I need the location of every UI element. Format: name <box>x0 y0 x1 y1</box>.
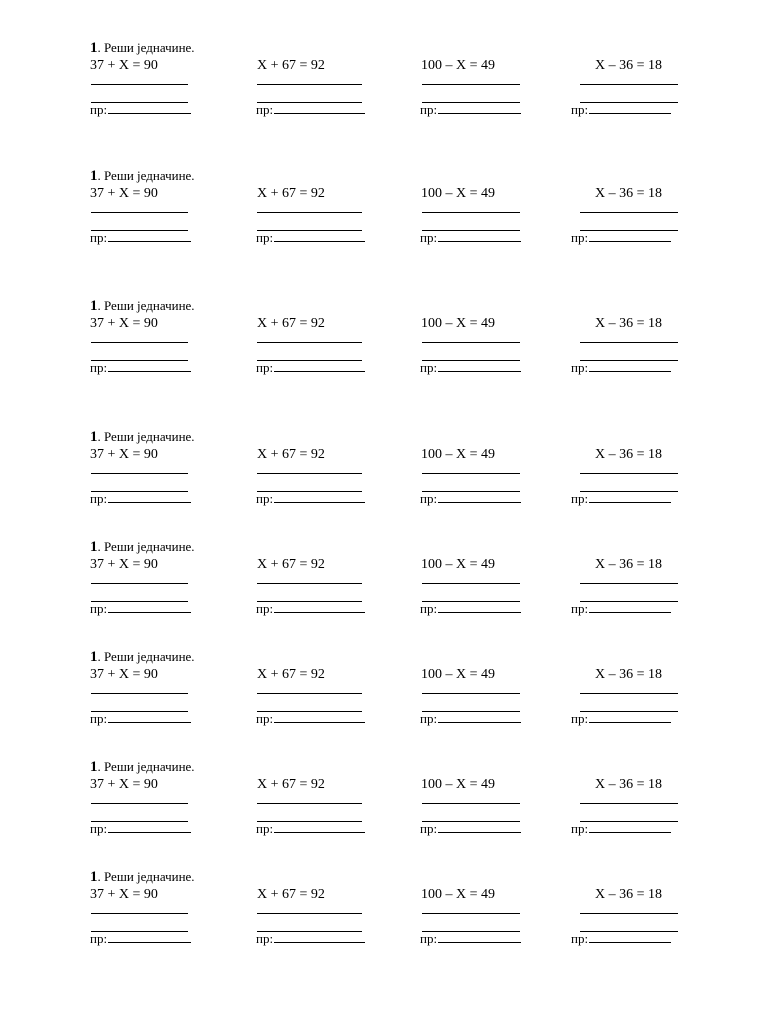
answer-line[interactable] <box>422 693 520 694</box>
equation: X + 67 = 92 <box>257 667 325 682</box>
equation: X + 67 = 92 <box>257 777 325 792</box>
check-row <box>420 102 521 118</box>
check-row <box>256 230 365 246</box>
check-answer-line[interactable] <box>438 502 521 503</box>
check-label: пр: <box>256 711 274 726</box>
equation: 100 – X = 49 <box>421 316 496 331</box>
equation: 37 + X = 90 <box>90 447 158 462</box>
equation: X + 67 = 92 <box>257 316 325 331</box>
check-row <box>571 102 671 118</box>
check-label: пр: <box>571 360 589 375</box>
check-label: пр: <box>420 601 438 616</box>
check-label: пр: <box>256 491 274 506</box>
check-row <box>420 230 521 246</box>
equation: 37 + X = 90 <box>90 887 158 902</box>
equation: 100 – X = 49 <box>421 557 496 572</box>
check-label: пр: <box>90 601 108 616</box>
answer-line[interactable] <box>422 803 520 804</box>
answer-line[interactable] <box>580 342 678 343</box>
check-answer-line[interactable] <box>108 942 191 943</box>
task-heading <box>90 429 195 445</box>
task-heading <box>90 869 195 885</box>
task-heading <box>90 40 195 56</box>
check-label: пр: <box>90 102 108 117</box>
check-answer-line[interactable] <box>274 241 365 242</box>
check-answer-line[interactable] <box>108 113 191 114</box>
check-row <box>256 601 365 617</box>
check-answer-line[interactable] <box>108 371 191 372</box>
equation: X – 36 = 18 <box>595 667 663 682</box>
check-row <box>571 360 671 376</box>
task-instruction: . Реши једначине. <box>97 429 195 444</box>
check-row <box>256 931 365 947</box>
check-label: пр: <box>256 821 274 836</box>
answer-line[interactable] <box>580 583 678 584</box>
check-label: пр: <box>256 230 274 245</box>
check-answer-line[interactable] <box>108 612 191 613</box>
check-row <box>571 491 671 507</box>
answer-line[interactable] <box>580 693 678 694</box>
check-label: пр: <box>420 711 438 726</box>
answer-line[interactable] <box>422 583 520 584</box>
check-answer-line[interactable] <box>274 113 365 114</box>
check-answer-line[interactable] <box>274 371 365 372</box>
task-number: 1 <box>90 759 98 775</box>
task-heading <box>90 539 195 555</box>
check-answer-line[interactable] <box>589 612 671 613</box>
answer-line[interactable] <box>257 342 362 343</box>
check-label: пр: <box>420 102 438 117</box>
check-row <box>420 360 521 376</box>
check-row <box>420 821 521 837</box>
answer-line[interactable] <box>91 342 188 343</box>
answer-line[interactable] <box>257 583 362 584</box>
exercise-block <box>0 649 768 745</box>
exercise-block <box>0 869 768 965</box>
check-answer-line[interactable] <box>108 832 191 833</box>
equation: 37 + X = 90 <box>90 777 158 792</box>
check-label: пр: <box>90 711 108 726</box>
equation: X + 67 = 92 <box>257 447 325 462</box>
exercise-block <box>0 539 768 635</box>
check-row <box>420 491 521 507</box>
check-row <box>420 711 521 727</box>
task-heading <box>90 298 195 314</box>
exercise-block <box>0 40 768 136</box>
check-row <box>571 601 671 617</box>
check-row <box>256 821 365 837</box>
check-answer-line[interactable] <box>274 832 365 833</box>
check-answer-line[interactable] <box>108 502 191 503</box>
task-number: 1 <box>90 869 98 885</box>
check-label: пр: <box>256 360 274 375</box>
answer-line[interactable] <box>91 913 188 914</box>
check-row <box>90 230 191 246</box>
answer-line[interactable] <box>257 913 362 914</box>
answer-line[interactable] <box>422 913 520 914</box>
check-label: пр: <box>90 360 108 375</box>
equation: X – 36 = 18 <box>595 777 663 792</box>
equation: X + 67 = 92 <box>257 186 325 201</box>
check-answer-line[interactable] <box>438 722 521 723</box>
equation: X – 36 = 18 <box>595 58 663 73</box>
check-label: пр: <box>90 491 108 506</box>
answer-line[interactable] <box>91 693 188 694</box>
check-label: пр: <box>256 601 274 616</box>
exercise-block <box>0 168 768 264</box>
task-heading <box>90 168 195 184</box>
equation: X – 36 = 18 <box>595 447 663 462</box>
task-instruction: . Реши једначине. <box>97 40 195 55</box>
check-row <box>571 230 671 246</box>
answer-line[interactable] <box>257 693 362 694</box>
check-answer-line[interactable] <box>438 113 521 114</box>
task-number: 1 <box>90 298 98 314</box>
check-label: пр: <box>90 931 108 946</box>
check-label: пр: <box>571 931 589 946</box>
check-row <box>90 360 191 376</box>
answer-line[interactable] <box>257 84 362 85</box>
equation: 100 – X = 49 <box>421 186 496 201</box>
equation: 100 – X = 49 <box>421 58 496 73</box>
check-row <box>571 711 671 727</box>
task-number: 1 <box>90 539 98 555</box>
check-row <box>90 601 191 617</box>
answer-line[interactable] <box>91 212 188 213</box>
check-answer-line[interactable] <box>274 502 365 503</box>
task-heading <box>90 759 195 775</box>
answer-line[interactable] <box>580 803 678 804</box>
answer-line[interactable] <box>422 473 520 474</box>
check-label: пр: <box>90 230 108 245</box>
task-number: 1 <box>90 168 98 184</box>
answer-line[interactable] <box>91 84 188 85</box>
equation: X – 36 = 18 <box>595 887 663 902</box>
check-answer-line[interactable] <box>589 113 671 114</box>
exercise-block <box>0 759 768 855</box>
equation: 100 – X = 49 <box>421 777 496 792</box>
equation: 100 – X = 49 <box>421 667 496 682</box>
check-label: пр: <box>420 821 438 836</box>
task-instruction: . Реши једначине. <box>97 759 195 774</box>
check-label: пр: <box>420 230 438 245</box>
answer-line[interactable] <box>580 913 678 914</box>
answer-line[interactable] <box>422 84 520 85</box>
check-answer-line[interactable] <box>589 942 671 943</box>
check-answer-line[interactable] <box>438 612 521 613</box>
check-answer-line[interactable] <box>438 942 521 943</box>
equation: 37 + X = 90 <box>90 557 158 572</box>
exercise-block <box>0 298 768 394</box>
check-row <box>90 821 191 837</box>
check-row <box>90 491 191 507</box>
task-instruction: . Реши једначине. <box>97 298 195 313</box>
answer-line[interactable] <box>91 803 188 804</box>
check-label: пр: <box>420 360 438 375</box>
check-label: пр: <box>571 230 589 245</box>
check-row <box>420 931 521 947</box>
check-answer-line[interactable] <box>589 502 671 503</box>
check-row <box>571 931 671 947</box>
check-row <box>256 360 365 376</box>
task-instruction: . Реши једначине. <box>97 649 195 664</box>
equation: X – 36 = 18 <box>595 557 663 572</box>
answer-line[interactable] <box>422 212 520 213</box>
check-label: пр: <box>256 931 274 946</box>
check-answer-line[interactable] <box>274 612 365 613</box>
check-row <box>90 102 191 118</box>
equation: 37 + X = 90 <box>90 316 158 331</box>
equation: X + 67 = 92 <box>257 58 325 73</box>
check-row <box>256 491 365 507</box>
answer-line[interactable] <box>422 342 520 343</box>
check-answer-line[interactable] <box>274 722 365 723</box>
equation: 37 + X = 90 <box>90 186 158 201</box>
task-number: 1 <box>90 429 98 445</box>
task-heading <box>90 649 195 665</box>
check-row <box>90 711 191 727</box>
check-label: пр: <box>571 601 589 616</box>
task-instruction: . Реши једначине. <box>97 869 195 884</box>
equation: X + 67 = 92 <box>257 557 325 572</box>
answer-line[interactable] <box>580 84 678 85</box>
equation: 100 – X = 49 <box>421 887 496 902</box>
equation: 100 – X = 49 <box>421 447 496 462</box>
answer-line[interactable] <box>257 473 362 474</box>
check-answer-line[interactable] <box>274 942 365 943</box>
task-instruction: . Реши једначине. <box>97 168 195 183</box>
check-row <box>571 821 671 837</box>
check-row <box>420 601 521 617</box>
equation: X – 36 = 18 <box>595 186 663 201</box>
task-instruction: . Реши једначине. <box>97 539 195 554</box>
check-row <box>90 931 191 947</box>
answer-line[interactable] <box>580 473 678 474</box>
equation: 37 + X = 90 <box>90 667 158 682</box>
check-answer-line[interactable] <box>438 832 521 833</box>
equation: X – 36 = 18 <box>595 316 663 331</box>
check-label: пр: <box>420 491 438 506</box>
exercise-block <box>0 429 768 525</box>
check-label: пр: <box>571 102 589 117</box>
check-answer-line[interactable] <box>589 371 671 372</box>
check-label: пр: <box>571 711 589 726</box>
check-label: пр: <box>420 931 438 946</box>
check-label: пр: <box>571 821 589 836</box>
answer-line[interactable] <box>257 212 362 213</box>
answer-line[interactable] <box>580 212 678 213</box>
check-row <box>256 711 365 727</box>
check-row <box>256 102 365 118</box>
equation: 37 + X = 90 <box>90 58 158 73</box>
task-number: 1 <box>90 649 98 665</box>
check-label: пр: <box>571 491 589 506</box>
check-answer-line[interactable] <box>589 241 671 242</box>
check-answer-line[interactable] <box>589 722 671 723</box>
check-answer-line[interactable] <box>108 722 191 723</box>
equation: X + 67 = 92 <box>257 887 325 902</box>
answer-line[interactable] <box>257 803 362 804</box>
check-answer-line[interactable] <box>438 241 521 242</box>
check-answer-line[interactable] <box>108 241 191 242</box>
check-label: пр: <box>90 821 108 836</box>
answer-line[interactable] <box>91 473 188 474</box>
check-label: пр: <box>256 102 274 117</box>
task-number: 1 <box>90 40 98 56</box>
answer-line[interactable] <box>91 583 188 584</box>
check-answer-line[interactable] <box>438 371 521 372</box>
check-answer-line[interactable] <box>589 832 671 833</box>
